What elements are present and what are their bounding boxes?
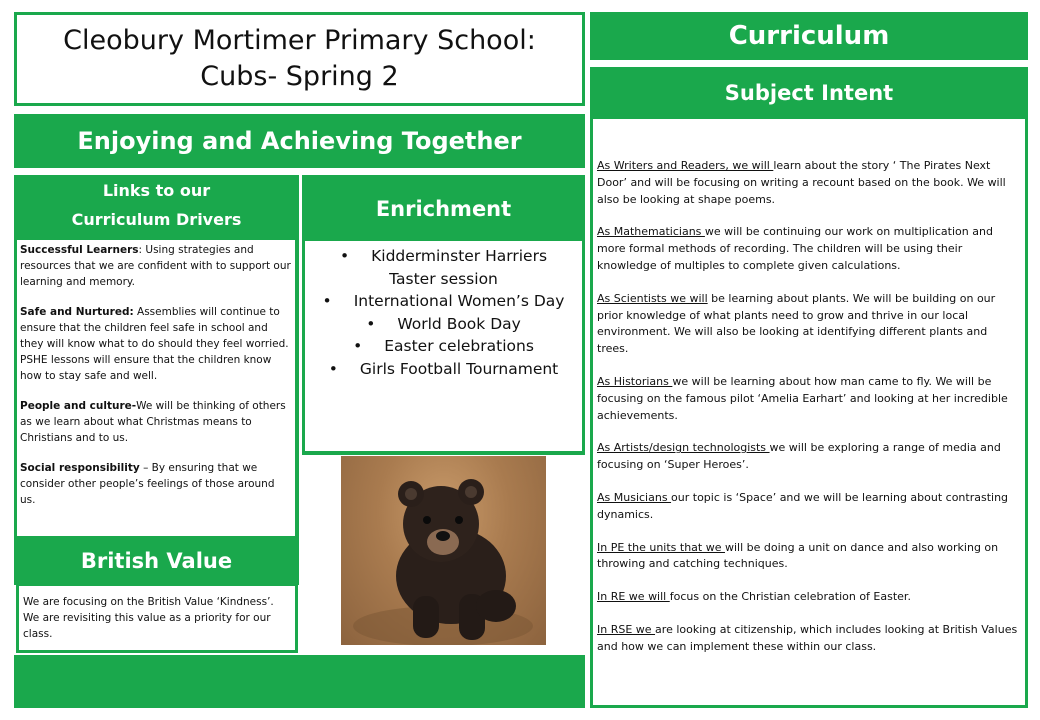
- footer-bar: [14, 655, 585, 708]
- enrichment-list: [305, 245, 582, 380]
- driver-title: People and culture-: [20, 400, 137, 412]
- enrichment-heading: Enrichment: [375, 197, 512, 221]
- intent-lead: As Artists/design technologists: [597, 441, 770, 455]
- driver-title: Safe and Nurtured:: [20, 306, 134, 318]
- intent-art-dt: [597, 440, 1021, 474]
- intent-re: [597, 589, 1021, 606]
- driver-text: – By ensuring that we consider other people’s feelings of those around us.: [20, 462, 275, 506]
- intent-content: [593, 158, 1025, 698]
- driver-extra: PSHE lessons will ensure that the children know how to stay safe and well.: [20, 354, 272, 382]
- intent-text: we will be continuing our work on multiplication and more formal methods of recording. The children will be using their knowledge of multiples to complete given calculations.: [597, 225, 993, 272]
- drivers-heading-line1: Links to our: [102, 181, 211, 200]
- drivers-heading-line2: Curriculum Drivers: [71, 210, 242, 229]
- enrichment-item: • Easter celebrations: [305, 335, 582, 358]
- intent-heading: Subject Intent: [724, 81, 894, 105]
- british-value-text: We are focusing on the British Value ‘Kindness’. We are revisiting this value as a priority for our class.: [23, 596, 274, 640]
- curriculum-banner: [590, 12, 1028, 60]
- bear-cub-icon: [341, 456, 546, 645]
- driver-people-culture: [20, 398, 292, 446]
- intent-lead: As Historians: [597, 374, 673, 388]
- driver-text: Assemblies will continue to ensure that the children feel safe in school and they will know what to do should they feel worried.: [20, 306, 289, 350]
- enrichment-content: [305, 241, 582, 451]
- intent-lead: In RE we will: [597, 590, 670, 604]
- title-box: [14, 12, 585, 106]
- intent-lead: In RSE we: [597, 622, 656, 636]
- intent-maths: [597, 224, 1021, 274]
- drivers-heading: [14, 176, 299, 234]
- curriculum-title: Curriculum: [728, 21, 890, 51]
- bear-cub-image: [341, 456, 546, 645]
- intent-text: our topic is ‘Space’ and we will be learning about contrasting dynamics.: [597, 490, 1009, 521]
- intent-lead: In PE the units that we: [597, 540, 725, 554]
- british-value-banner: [14, 540, 299, 582]
- intent-lead: As Musicians: [597, 490, 672, 504]
- british-value-box: [16, 583, 298, 653]
- driver-successful-learners: [20, 242, 292, 290]
- intent-science: [597, 291, 1021, 358]
- driver-text: : Using strategies and resources that we are confident with to support our learning and memory.: [20, 244, 291, 288]
- enrichment-item: • World Book Day: [305, 313, 582, 336]
- intent-lead: As Mathematicians: [597, 225, 705, 239]
- british-value-heading: British Value: [80, 549, 233, 573]
- intent-history: [597, 374, 1021, 424]
- intent-lead: As Scientists we will: [597, 291, 708, 305]
- enrichment-item: • Kidderminster Harriers Taster session: [305, 245, 582, 290]
- driver-title: Social responsibility: [20, 462, 140, 474]
- intent-lead: As Writers and Readers, we will: [597, 159, 774, 172]
- intent-music: [597, 490, 1021, 524]
- driver-safe-nurtured: [20, 304, 292, 384]
- intent-text: be learning about plants. We will be building on our prior knowledge of what plants need to grow and thrive in our local environment. We will also be looking at identifying different plants and trees.: [597, 291, 996, 356]
- driver-text: We will be thinking of others as we learn about what Christmas means to Christians and to us.: [20, 400, 286, 444]
- driver-title: Successful Learners: [20, 244, 139, 256]
- school-name: Cleobury Mortimer Primary School:: [63, 25, 536, 56]
- intent-text: will be doing a unit on dance and also working on throwing and catching techniques.: [597, 540, 999, 571]
- intent-text: are looking at citizenship, which includes looking at British Values and how we can implement these within our class.: [597, 622, 1018, 653]
- intent-writers: [597, 158, 1021, 208]
- intent-rse: [597, 622, 1021, 656]
- class-term: Cubs- Spring 2: [200, 61, 399, 92]
- intent-text: we will be learning about how man came to fly. We will be focusing on the famous pilot ‘Amelia Earhart’ and looking at her incredible achievements.: [597, 374, 1008, 422]
- motto-text: Enjoying and Achieving Together: [77, 127, 522, 155]
- enrichment-item: • International Women’s Day: [305, 290, 582, 313]
- motto-banner: [14, 114, 585, 168]
- intent-text: learn about the story ‘ The Pirates Next Door’ and will be focusing on writing a recount based on the book. We will also be looking at shape poems.: [597, 159, 1006, 206]
- intent-pe: [597, 540, 1021, 574]
- intent-text: we will be exploring a range of media and focusing on ‘Super Heroes’.: [597, 441, 1001, 472]
- enrichment-item: • Girls Football Tournament: [305, 358, 582, 381]
- driver-social-responsibility: [20, 460, 292, 508]
- intent-text: focus on the Christian celebration of Easter.: [669, 590, 911, 604]
- drivers-content: [17, 240, 295, 536]
